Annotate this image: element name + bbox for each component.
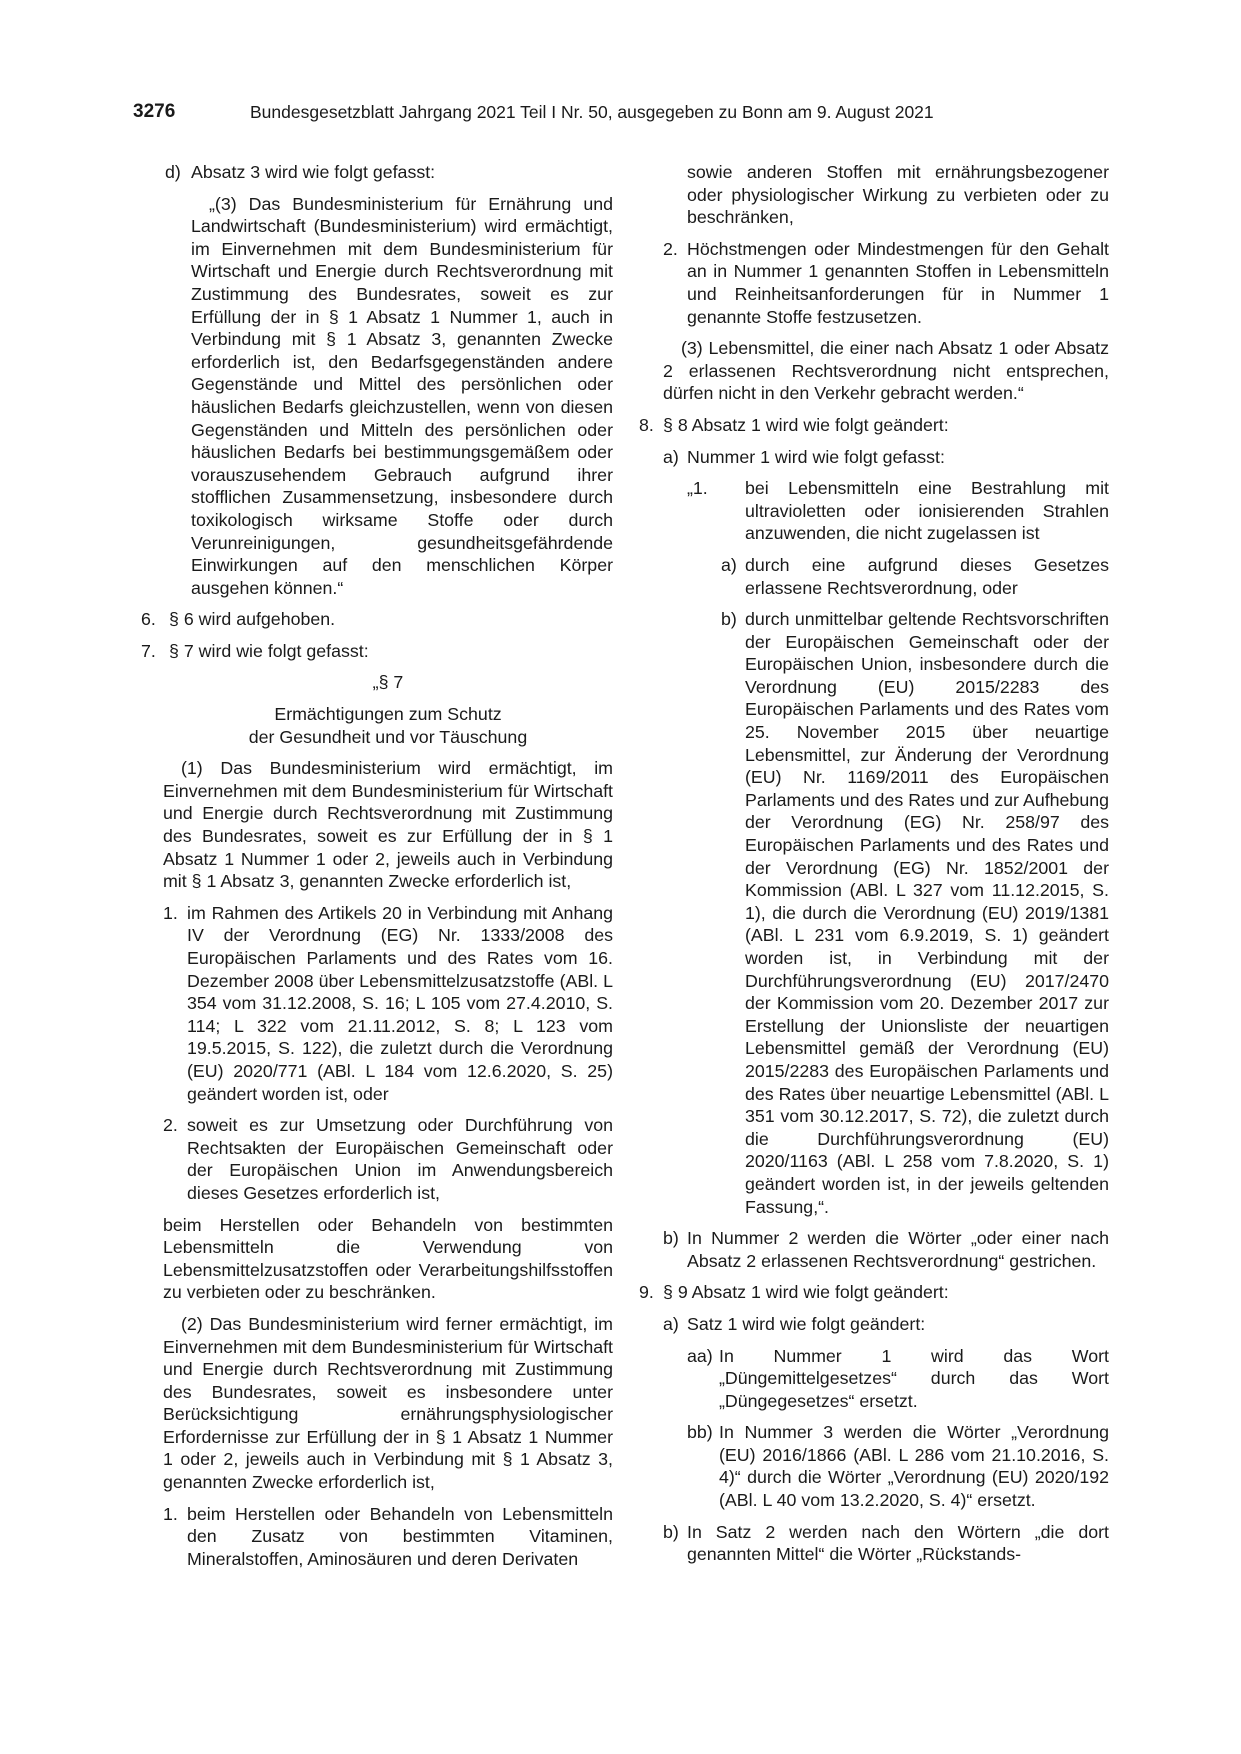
list-label: 1. [163, 902, 178, 923]
nummer-1 [687, 477, 1109, 545]
list-item-7 [141, 640, 613, 663]
list-label: b) [663, 1228, 679, 1249]
left-column [141, 161, 613, 1570]
list-item-text: beim Herstellen oder Behandeln von Lebensmitteln den Zusatz von bestimmten Vitaminen, Mineralstoffen, Aminosäuren und deren Derivaten [187, 1503, 613, 1569]
amendment-text: Absatz 3 wird wie folgt gefasst: [191, 162, 436, 182]
absatz-1-tail: beim Herstellen oder Behandeln von bestimmten Lebensmitteln die Verwendung von Lebensmittelzusatzstoffen oder Verarbeitungshilfsstoffen zu verbieten oder zu beschränken. [163, 1214, 613, 1303]
absatz-1-item-1 [163, 902, 613, 1105]
list-label: 9. [639, 1282, 654, 1303]
section-number: „§ 7 [372, 672, 404, 693]
running-title: Bundesgesetzblatt Jahrgang 2021 Teil I Nr. 50, ausgegeben zu Bonn am 9. August 2021 [250, 102, 934, 122]
page-header [133, 101, 993, 125]
list-item-8b [663, 1227, 1109, 1272]
list-item-text: durch unmittelbar geltende Rechtsvorschriften der Europäischen Gemeinschaft oder der Europäischen Union, insbesondere durch die Verordnung (EU) 2015/2283 des Europäischen Parlaments und des Rates vom 25. November 2015 über neuartige Lebensmittel, zur Änderung der Verordnung (EU) Nr. 1169/2011 des Europäischen Parlaments und des Rates und zur Aufhebung der Verordnung (EG) Nr. 258/97 des Europäischen Parlaments und des Rates und der Verordnung (EG) Nr. 1852/2001 der Kommission (ABl. L 327 vom 11.12.2015, S. 1), die durch die Verordnung (EU) 2019/1381 (ABl. L 231 vom 6.9.2019, S. 1) geändert worden ist, in Verbindung mit der Durchführungsverordnung (EU) 2017/2470 der Kommission vom 20. Dezember 2017 zur Erstellung der Unionsliste der neuartigen Lebensmittel gemäß der Verordnung (EU) 2015/2283 des Europäischen Parlaments und des Rates über neuartige Lebensmittel (ABl. L 351 vom 30.12.2017, S. 72), die zuletzt durch die Durchführungsverordnung (EU) 2020/1163 (ABl. L 258 vom 7.8.2020, S. 1) geändert worden ist, in der jeweils geltenden Fassung,“. [745, 609, 1109, 1217]
list-item-8 [639, 414, 1109, 437]
absatz-2-item-1-continued: sowie anderen Stoffen mit ernährungsbezogener oder physiologischer Wirkung zu verbieten oder zu beschränken, [687, 162, 1109, 228]
list-label: b) [721, 609, 737, 630]
list-item-text: soweit es zur Umsetzung oder Durchführung von Rechtsakten der Europäischen Gemeinschaft oder der Europäischen Union im Anwendungsbereich dieses Gesetzes erforderlich ist, [187, 1115, 613, 1203]
amendment-d [163, 161, 613, 184]
absatz-2-item-2 [663, 238, 1109, 328]
list-item-text: § 8 Absatz 1 wird wie folgt geändert: [663, 414, 949, 435]
list-label: a) [721, 554, 737, 575]
list-item-text: Satz 1 wird wie folgt geändert: [687, 1313, 926, 1334]
page-number: 3276 [133, 101, 176, 122]
section-title-line-1: Ermächtigungen zum Schutz [274, 704, 502, 725]
list-item-9a [663, 1313, 1109, 1336]
list-label: 7. [141, 640, 156, 661]
list-label: „1. [687, 478, 708, 499]
list-label: d) [165, 162, 181, 182]
list-label: aa) [687, 1345, 713, 1366]
list-label: 2. [163, 1115, 178, 1136]
list-item-text: In Nummer 1 wird das Wort „Düngemittelgesetzes“ durch das Wort „Düngegesetzes“ ersetzt. [719, 1345, 1109, 1411]
list-label: 6. [141, 609, 156, 630]
list-item-9a-aa [687, 1345, 1109, 1413]
right-column [639, 161, 1109, 1566]
list-item-text: § 6 wird aufgehoben. [169, 609, 336, 630]
list-item-9b [663, 1521, 1109, 1566]
list-label: a) [663, 1313, 679, 1334]
list-item-text: § 9 Absatz 1 wird wie folgt geändert: [663, 1282, 949, 1303]
list-item-text: bei Lebensmitteln eine Bestrahlung mit ultravioletten oder ionisierenden Strahlen anzuwenden, die nicht zugelassen ist [745, 478, 1109, 544]
list-item-text: durch eine aufgrund dieses Gesetzes erlassene Rechtsverordnung, oder [745, 554, 1109, 598]
list-item-9a-bb [687, 1421, 1109, 1511]
list-label: 2. [663, 238, 678, 259]
section-title-line-2: der Gesundheit und vor Täuschung [248, 726, 528, 747]
absatz-2-item-1 [163, 1503, 613, 1571]
list-item-6 [141, 608, 613, 631]
list-item-text: In Nummer 3 werden die Wörter „Verordnung (EU) 2016/1866 (ABl. L 286 vom 21.10.2016, S. 4)“ durch die Wörter „Verordnung (EU) 2020/192 (ABl. L 40 vom 13.2.2020, S. 4)“ ersetzt. [719, 1422, 1109, 1511]
nummer-1-b [721, 608, 1109, 1218]
absatz-1-item-2 [163, 1114, 613, 1204]
list-label: a) [663, 446, 679, 467]
list-label: b) [663, 1521, 679, 1542]
absatz-3-text: (3) Lebensmittel, die einer nach Absatz 1 oder Absatz 2 erlassenen Rechtsverordnung nicht entsprechen, dürfen nicht in den Verkehr gebracht werden.“ [663, 338, 1109, 404]
list-item-text: Höchstmengen oder Mindestmengen für den Gehalt an in Nummer 1 genannten Stoffen in Lebensmitteln und Reinheitsanforderungen für in Nummer 1 genannte Stoffe festzusetzen. [687, 238, 1109, 327]
nummer-1-a [721, 554, 1109, 599]
absatz-1-text: (1) Das Bundesministerium wird ermächtigt, im Einvernehmen mit dem Bundesministerium für Wirtschaft und Energie durch Rechtsverordnung mit Zustimmung des Bundesrates, soweit es zur Erfüllung der in § 1 Absatz 1 Nummer 1 oder 2, jeweils auch in Verbindung mit § 1 Absatz 3, genannten Zwecke erforderlich ist, [163, 758, 613, 892]
list-item-text: im Rahmen des Artikels 20 in Verbindung mit Anhang IV der Verordnung (EG) Nr. 1333/2008 des Europäischen Parlaments und des Rates vom 16. Dezember 2008 über Lebensmittelzusatzstoffe (ABl. L 354 vom 31.12.2008, S. 16; L 105 vom 27.4.2010, S. 114; L 322 vom 21.11.2012, S. 8; L 123 vom 19.5.2015, S. 122), die zuletzt durch die Verordnung (EU) 2020/771 (ABl. L 184 vom 12.6.2020, S. 25) geändert worden ist, oder [187, 902, 613, 1104]
list-item-text: In Nummer 2 werden die Wörter „oder einer nach Absatz 2 erlassenen Rechtsverordnung“ gestrichen. [687, 1228, 1109, 1271]
list-label: bb) [687, 1422, 713, 1443]
list-label: 1. [163, 1503, 178, 1524]
list-label: 8. [639, 414, 654, 435]
list-item-9 [639, 1281, 1109, 1304]
list-item-text: Nummer 1 wird wie folgt gefasst: [687, 446, 945, 467]
list-item-text: § 7 wird wie folgt gefasst: [169, 640, 369, 661]
list-item-text: In Satz 2 werden nach den Wörtern „die dort genannten Mittel“ die Wörter „Rückstands- [687, 1521, 1109, 1565]
paragraph-3-text: „(3) Das Bundesministerium für Ernährung und Landwirtschaft (Bundesministerium) wird ermächtigt, im Einvernehmen mit dem Bundesministerium für Wirtschaft und Energie durch Rechtsverordnung mit Zustimmung des Bundesrates, soweit es zur Erfüllung der in § 1 Absatz 1 Nummer 1, auch in Verbindung mit § 1 Absatz 3, genannten Zwecke erforderlich ist, den Bedarfsgegenständen andere Gegenstände und Mittel des persönlichen oder häuslichen Bedarfs gleichzustellen, wenn von diesen Gegenständen und Mitteln des persönlichen oder häuslichen Bedarfs bei bestimmungsgemäßem oder vorauszusehendem Gebrauch aufgrund ihrer stofflichen Zusammensetzung, insbesondere durch toxikologisch wirksame Stoffe oder durch Verunreinigungen, gesundheitsgefährdende Einwirkungen auf den menschlichen Körper ausgehen können.“ [191, 193, 613, 598]
absatz-2-text: (2) Das Bundesministerium wird ferner ermächtigt, im Einvernehmen mit dem Bundesministerium für Wirtschaft und Energie durch Rechtsverordnung mit Zustimmung des Bundesrates, soweit es insbesondere unter Berücksichtigung ernährungsphysiologischer Erfordernisse zur Erfüllung der in § 1 Absatz 1 Nummer 1 oder 2, jeweils auch in Verbindung mit § 1 Absatz 3, genannten Zwecke erforderlich ist, [163, 1313, 613, 1493]
list-item-8a [663, 446, 1109, 469]
